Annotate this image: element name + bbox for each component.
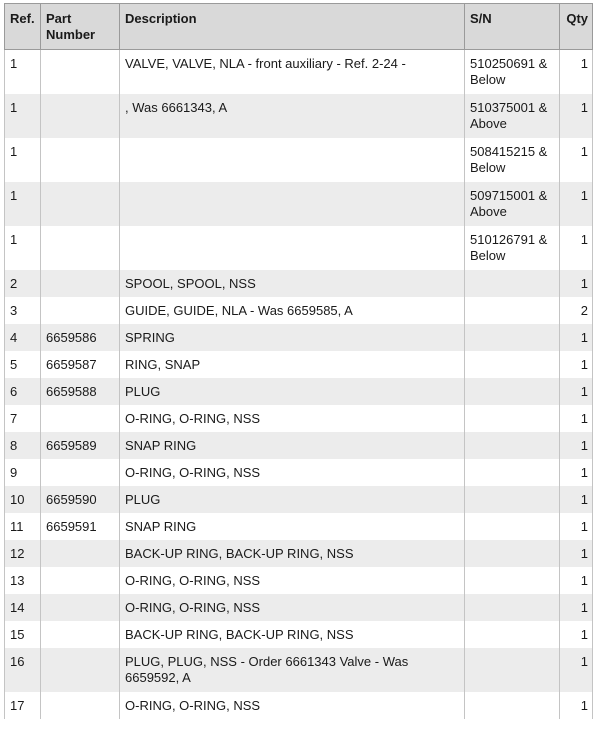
cell-ref: 1 (5, 138, 41, 182)
cell-ref: 1 (5, 50, 41, 95)
table-row (5, 270, 593, 297)
cell-qty: 1 (560, 567, 593, 594)
cell-part-number (41, 540, 120, 567)
cell-part-number (41, 648, 120, 692)
cell-qty: 1 (560, 432, 593, 459)
table-row (5, 182, 593, 226)
cell-sn (465, 513, 560, 540)
cell-part-number: 6659591 (41, 513, 120, 540)
cell-sn (465, 324, 560, 351)
cell-qty: 1 (560, 351, 593, 378)
cell-description: O-RING, O-RING, NSS (120, 567, 465, 594)
cell-sn: 510126791 & Below (465, 226, 560, 270)
cell-part-number (41, 182, 120, 226)
cell-description (120, 138, 465, 182)
cell-description: O-RING, O-RING, NSS (120, 405, 465, 432)
cell-description: O-RING, O-RING, NSS (120, 692, 465, 719)
cell-part-number (41, 567, 120, 594)
cell-description: PLUG, PLUG, NSS - Order 6661343 Valve - Was 6659592, A (120, 648, 465, 692)
cell-description: SNAP RING (120, 432, 465, 459)
table-row (5, 226, 593, 270)
cell-ref: 4 (5, 324, 41, 351)
cell-part-number: 6659588 (41, 378, 120, 405)
cell-sn (465, 297, 560, 324)
cell-part-number: 6659587 (41, 351, 120, 378)
table-row (5, 378, 593, 405)
table-body (5, 50, 593, 720)
cell-ref: 15 (5, 621, 41, 648)
cell-qty: 1 (560, 621, 593, 648)
table-row (5, 324, 593, 351)
table-row (5, 692, 593, 719)
parts-table (4, 3, 593, 719)
cell-sn (465, 540, 560, 567)
cell-ref: 13 (5, 567, 41, 594)
table-row (5, 138, 593, 182)
table-header (5, 4, 593, 50)
cell-sn (465, 594, 560, 621)
cell-ref: 14 (5, 594, 41, 621)
table-row (5, 405, 593, 432)
table-row (5, 297, 593, 324)
cell-qty: 2 (560, 297, 593, 324)
cell-description: PLUG (120, 378, 465, 405)
cell-description (120, 226, 465, 270)
cell-ref: 1 (5, 182, 41, 226)
table-row (5, 621, 593, 648)
cell-part-number (41, 94, 120, 138)
cell-sn (465, 432, 560, 459)
cell-description: PLUG (120, 486, 465, 513)
cell-sn (465, 378, 560, 405)
cell-part-number (41, 297, 120, 324)
col-qty-header: Qty (560, 4, 593, 50)
cell-description: BACK-UP RING, BACK-UP RING, NSS (120, 621, 465, 648)
table-row (5, 648, 593, 692)
cell-qty: 1 (560, 138, 593, 182)
table-row (5, 459, 593, 486)
cell-sn (465, 405, 560, 432)
cell-qty: 1 (560, 648, 593, 692)
cell-description: O-RING, O-RING, NSS (120, 459, 465, 486)
col-sn-header: S/N (465, 4, 560, 50)
cell-part-number (41, 138, 120, 182)
table-row (5, 351, 593, 378)
cell-part-number (41, 692, 120, 719)
table-row (5, 94, 593, 138)
table-row (5, 594, 593, 621)
cell-ref: 5 (5, 351, 41, 378)
cell-ref: 1 (5, 226, 41, 270)
table-row (5, 567, 593, 594)
cell-description: VALVE, VALVE, NLA - front auxiliary - Ref. 2-24 - (120, 50, 465, 95)
cell-sn: 510250691 & Below (465, 50, 560, 95)
cell-qty: 1 (560, 459, 593, 486)
cell-ref: 7 (5, 405, 41, 432)
cell-part-number (41, 594, 120, 621)
cell-qty: 1 (560, 324, 593, 351)
cell-description: GUIDE, GUIDE, NLA - Was 6659585, A (120, 297, 465, 324)
cell-ref: 1 (5, 94, 41, 138)
cell-qty: 1 (560, 540, 593, 567)
cell-part-number (41, 405, 120, 432)
cell-ref: 8 (5, 432, 41, 459)
cell-sn: 508415215 & Below (465, 138, 560, 182)
cell-ref: 17 (5, 692, 41, 719)
cell-description (120, 182, 465, 226)
cell-sn (465, 621, 560, 648)
cell-part-number (41, 270, 120, 297)
table-row (5, 486, 593, 513)
cell-part-number: 6659586 (41, 324, 120, 351)
cell-qty: 1 (560, 594, 593, 621)
cell-description: O-RING, O-RING, NSS (120, 594, 465, 621)
table-row (5, 432, 593, 459)
cell-description: SNAP RING (120, 513, 465, 540)
table-row (5, 540, 593, 567)
cell-description: RING, SNAP (120, 351, 465, 378)
cell-description: SPRING (120, 324, 465, 351)
cell-sn (465, 270, 560, 297)
cell-qty: 1 (560, 513, 593, 540)
col-ref-header: Ref. (5, 4, 41, 50)
cell-ref: 11 (5, 513, 41, 540)
cell-sn (465, 567, 560, 594)
cell-qty: 1 (560, 270, 593, 297)
cell-qty: 1 (560, 486, 593, 513)
cell-ref: 6 (5, 378, 41, 405)
table-row (5, 50, 593, 95)
cell-sn (465, 692, 560, 719)
cell-sn (465, 459, 560, 486)
cell-part-number: 6659590 (41, 486, 120, 513)
cell-ref: 9 (5, 459, 41, 486)
header-row (5, 4, 593, 50)
cell-part-number (41, 621, 120, 648)
cell-sn: 509715001 & Above (465, 182, 560, 226)
cell-qty: 1 (560, 226, 593, 270)
cell-ref: 16 (5, 648, 41, 692)
cell-description: SPOOL, SPOOL, NSS (120, 270, 465, 297)
cell-description: , Was 6661343, A (120, 94, 465, 138)
cell-ref: 10 (5, 486, 41, 513)
cell-part-number (41, 226, 120, 270)
cell-ref: 3 (5, 297, 41, 324)
cell-part-number (41, 50, 120, 95)
col-description-header: Description (120, 4, 465, 50)
cell-ref: 12 (5, 540, 41, 567)
cell-qty: 1 (560, 692, 593, 719)
cell-sn (465, 648, 560, 692)
cell-qty: 1 (560, 94, 593, 138)
cell-description: BACK-UP RING, BACK-UP RING, NSS (120, 540, 465, 567)
table-row (5, 513, 593, 540)
cell-sn: 510375001 & Above (465, 94, 560, 138)
cell-qty: 1 (560, 50, 593, 95)
cell-sn (465, 351, 560, 378)
cell-qty: 1 (560, 405, 593, 432)
cell-sn (465, 486, 560, 513)
cell-part-number: 6659589 (41, 432, 120, 459)
cell-ref: 2 (5, 270, 41, 297)
cell-qty: 1 (560, 378, 593, 405)
cell-qty: 1 (560, 182, 593, 226)
cell-part-number (41, 459, 120, 486)
col-part-number-header: Part Number (41, 4, 120, 50)
